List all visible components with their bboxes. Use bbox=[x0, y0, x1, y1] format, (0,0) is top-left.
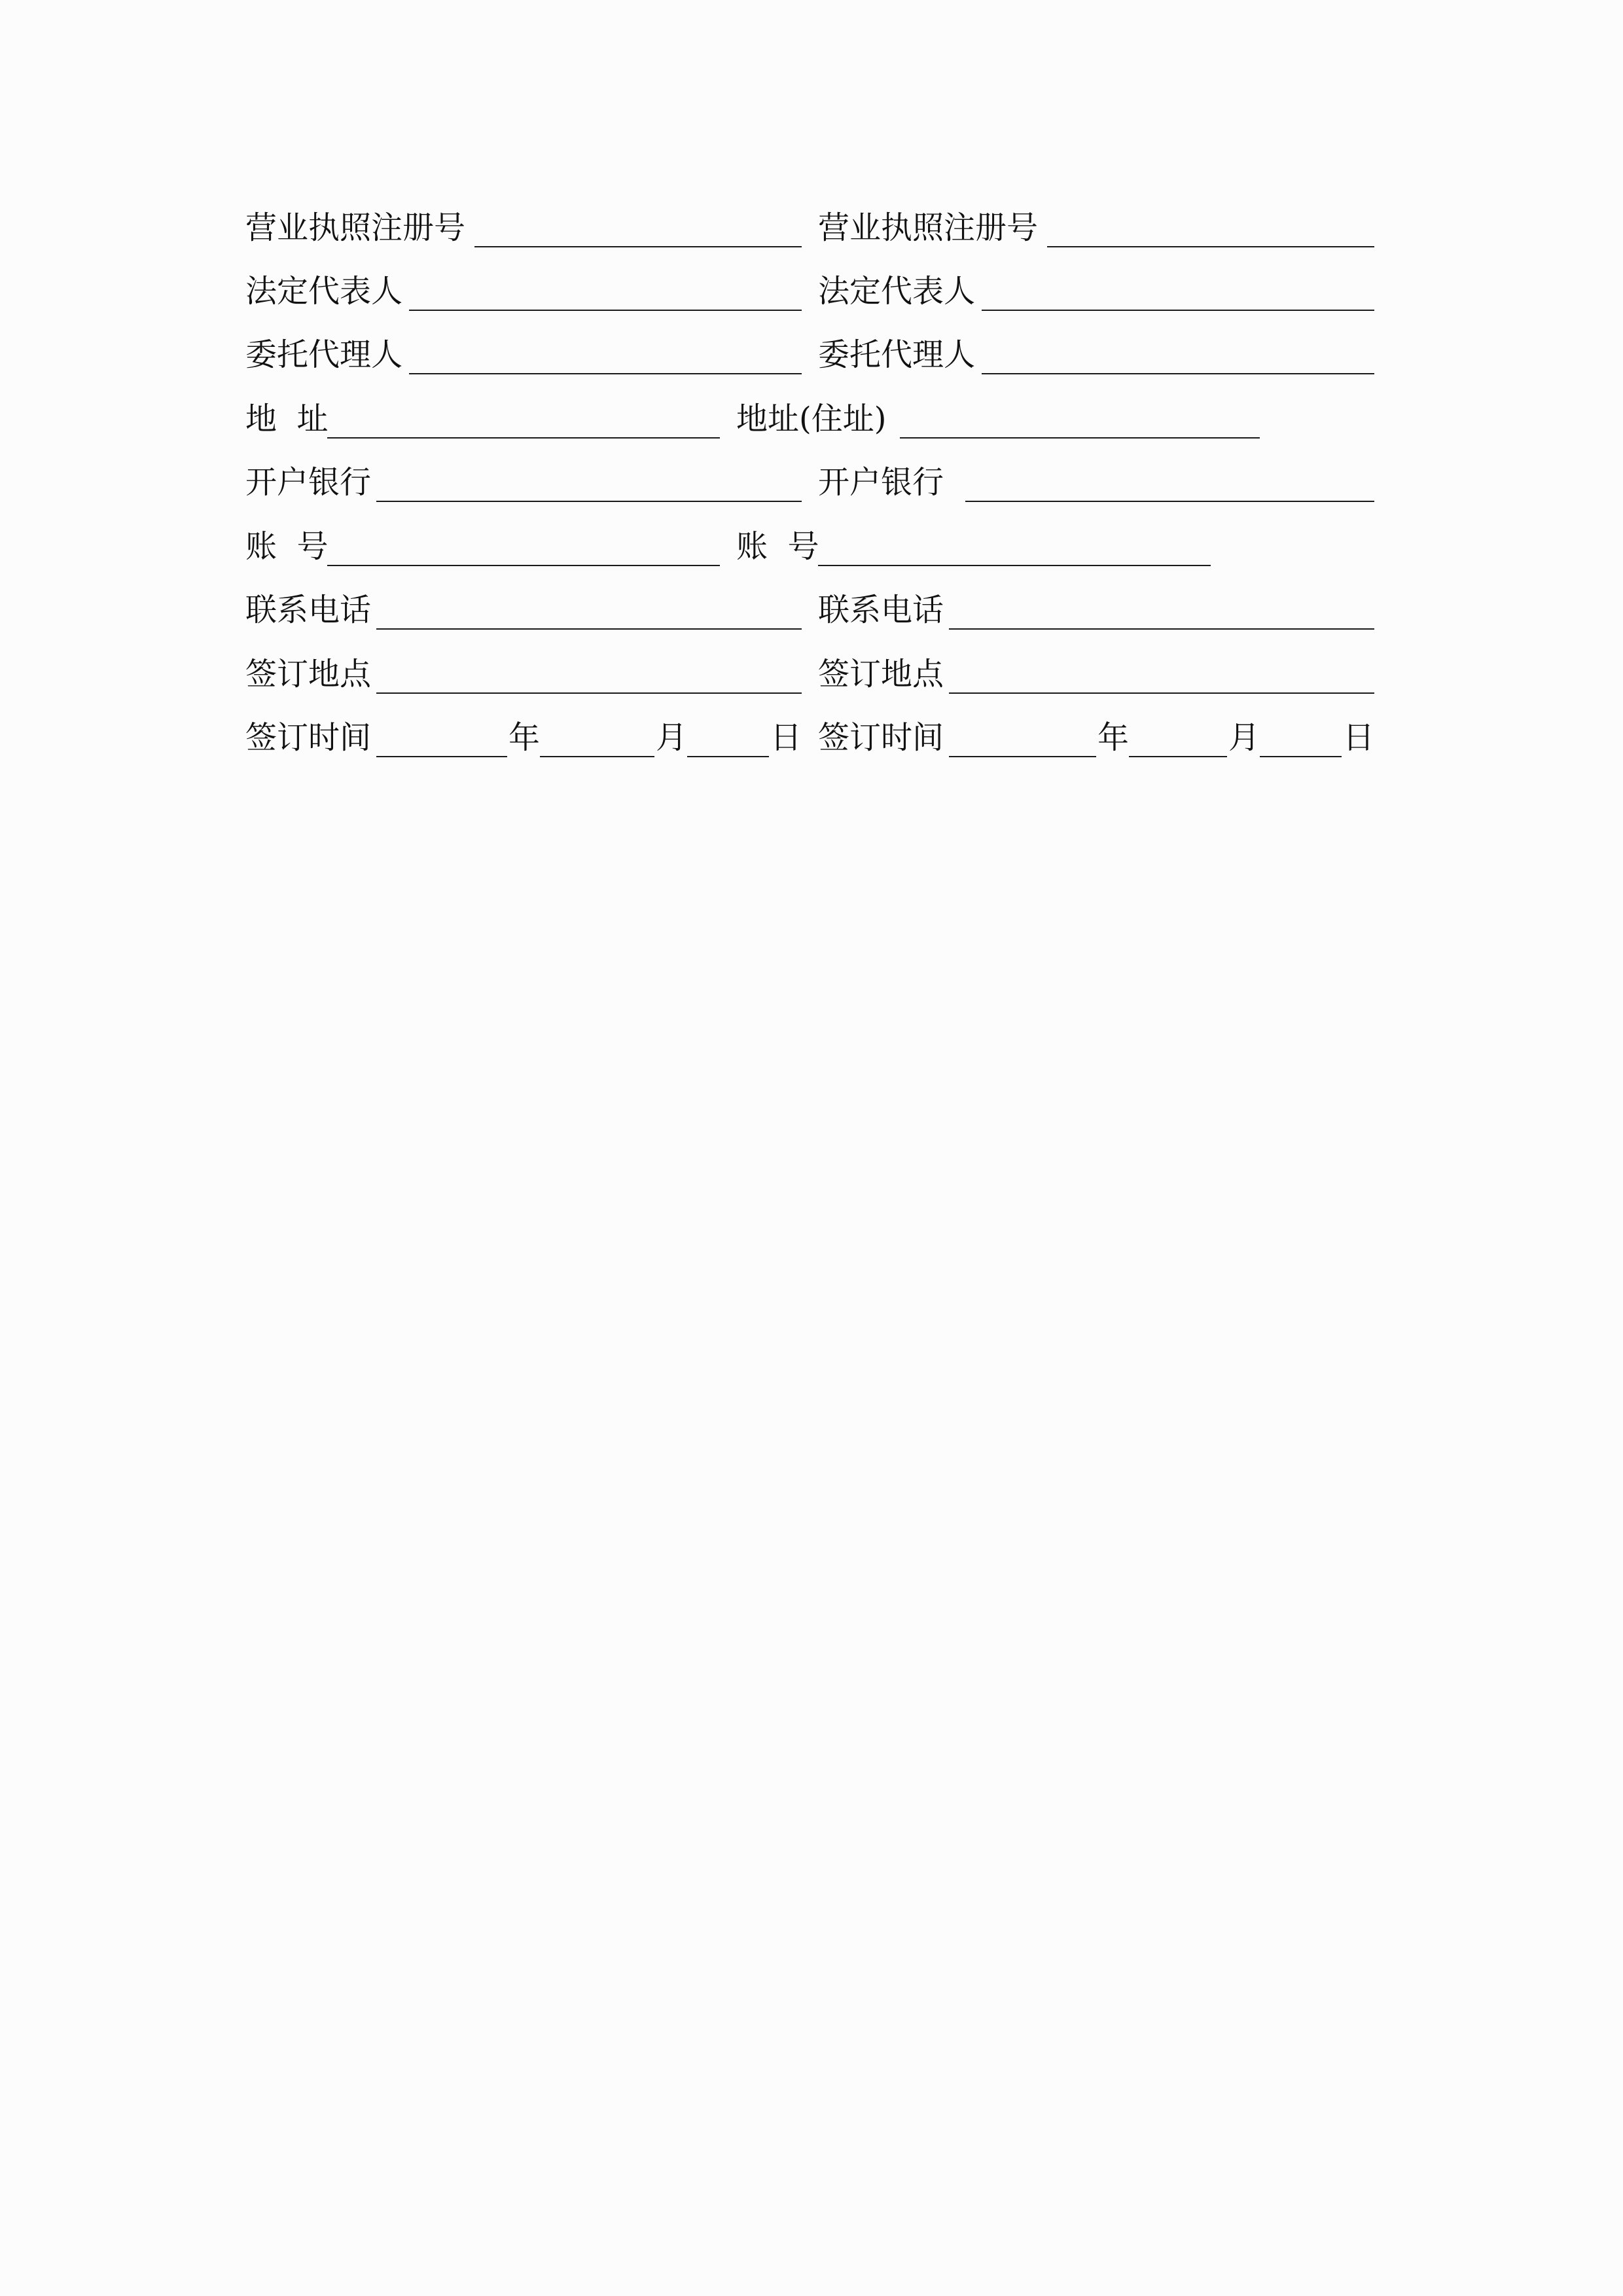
party-a-account-field[interactable] bbox=[327, 565, 720, 566]
party-b-month-unit: 月 bbox=[1228, 719, 1260, 756]
party-b-phone-field[interactable] bbox=[949, 628, 1374, 630]
party-a-license-field[interactable] bbox=[474, 246, 802, 247]
party-b-license-label: 营业执照注册号 bbox=[818, 209, 1039, 246]
party-b-bank-field[interactable] bbox=[965, 501, 1374, 502]
row-account bbox=[0, 527, 1623, 566]
party-a-day-unit: 日 bbox=[770, 719, 802, 756]
party-a-place-label: 签订地点 bbox=[245, 656, 372, 692]
row-license bbox=[0, 208, 1623, 247]
party-b-agent-label: 委托代理人 bbox=[818, 336, 976, 373]
party-b-year-field[interactable] bbox=[949, 756, 1096, 757]
party-b-time-label: 签订时间 bbox=[818, 719, 944, 756]
party-b-address-field[interactable] bbox=[900, 437, 1260, 439]
party-a-phone-label: 联系电话 bbox=[245, 592, 372, 628]
party-b-account-label: 账 号 bbox=[736, 528, 819, 565]
row-agent bbox=[0, 335, 1623, 374]
row-signing-time bbox=[0, 718, 1623, 757]
party-b-bank-label: 开户银行 bbox=[818, 464, 944, 501]
party-a-time-label: 签订时间 bbox=[245, 719, 372, 756]
party-b-day-unit: 日 bbox=[1343, 719, 1375, 756]
party-b-phone-label: 联系电话 bbox=[818, 592, 944, 628]
row-address bbox=[0, 399, 1623, 439]
party-b-agent-field[interactable] bbox=[982, 373, 1374, 374]
party-a-legal-field[interactable] bbox=[409, 310, 802, 311]
party-b-address-label: 地址(住址) bbox=[736, 401, 887, 437]
party-a-agent-label: 委托代理人 bbox=[245, 336, 403, 373]
party-b-license-field[interactable] bbox=[1047, 246, 1374, 247]
party-b-place-label: 签订地点 bbox=[818, 656, 944, 692]
party-a-year-field[interactable] bbox=[376, 756, 507, 757]
party-b-legal-label: 法定代表人 bbox=[818, 273, 976, 310]
row-phone bbox=[0, 590, 1623, 630]
party-a-bank-label: 开户银行 bbox=[245, 464, 372, 501]
row-legal-representative bbox=[0, 272, 1623, 311]
party-a-day-field[interactable] bbox=[687, 756, 769, 757]
party-a-place-field[interactable] bbox=[376, 692, 802, 694]
row-bank bbox=[0, 463, 1623, 502]
party-a-bank-field[interactable] bbox=[376, 501, 802, 502]
party-b-year-unit: 年 bbox=[1097, 719, 1130, 756]
party-a-phone-field[interactable] bbox=[376, 628, 802, 630]
party-b-place-field[interactable] bbox=[949, 692, 1374, 694]
party-a-address-label: 地 址 bbox=[245, 401, 329, 437]
party-a-license-label: 营业执照注册号 bbox=[245, 209, 466, 246]
party-a-year-unit: 年 bbox=[508, 719, 541, 756]
party-b-account-field[interactable] bbox=[818, 565, 1211, 566]
party-a-agent-field[interactable] bbox=[409, 373, 802, 374]
row-signing-place bbox=[0, 655, 1623, 694]
party-a-month-field[interactable] bbox=[540, 756, 654, 757]
party-a-legal-label: 法定代表人 bbox=[245, 273, 403, 310]
party-a-address-field[interactable] bbox=[327, 437, 720, 439]
party-b-legal-field[interactable] bbox=[982, 310, 1374, 311]
party-a-month-unit: 月 bbox=[656, 719, 688, 756]
party-b-day-field[interactable] bbox=[1260, 756, 1342, 757]
party-b-month-field[interactable] bbox=[1129, 756, 1227, 757]
party-a-account-label: 账 号 bbox=[245, 528, 329, 565]
